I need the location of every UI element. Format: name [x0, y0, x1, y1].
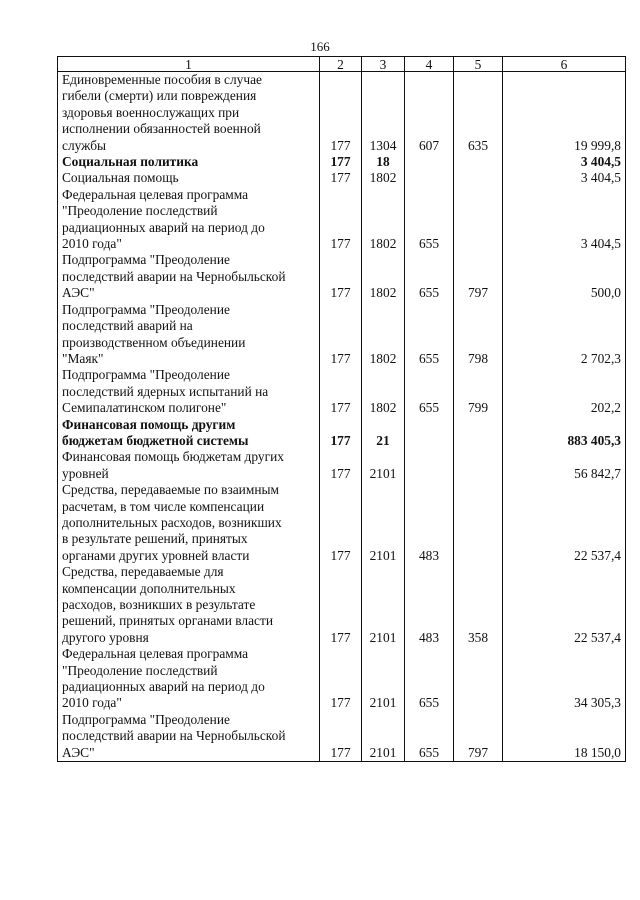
row-cell-c2: 177 [320, 154, 362, 170]
row-name-line: Подпрограмма "Преодоление [62, 367, 230, 383]
row-name-line: последствий аварии на Чернобыльской [62, 268, 286, 284]
header-row [58, 57, 626, 72]
row-name-line: исполнении обязанностей военной [62, 121, 261, 137]
row-name-line: Средства, передаваемые по взаимным [62, 482, 279, 498]
row-cell-c4: 655 [405, 187, 454, 253]
row-cell-c6: 22 537,4 [503, 482, 626, 564]
column-header-1: 1 [58, 57, 320, 72]
table-row [58, 170, 626, 186]
row-cell-c5 [454, 417, 503, 450]
budget-table [57, 56, 626, 762]
table-row [58, 646, 626, 712]
row-cell-c4: 655 [405, 302, 454, 368]
row-cell-c3: 1802 [362, 187, 405, 253]
row-cell-c5 [454, 482, 503, 564]
row-cell-c2: 177 [320, 187, 362, 253]
row-name-line: Средства, передаваемые для [62, 564, 224, 580]
table-row [58, 482, 626, 564]
row-cell-c5: 358 [454, 564, 503, 646]
row-cell-c4: 655 [405, 646, 454, 712]
row-cell-c3: 21 [362, 417, 405, 450]
row-name-line: Финансовая помощь бюджетам других [62, 449, 284, 465]
row-cell-c2: 177 [320, 417, 362, 450]
row-name-line: Подпрограмма "Преодоление [62, 301, 230, 317]
row-cell-c2: 177 [320, 170, 362, 186]
row-cell-c4: 655 [405, 367, 454, 416]
row-cell-c5 [454, 154, 503, 170]
row-cell-c3: 2101 [362, 449, 405, 482]
row-name-cell [58, 72, 320, 155]
row-name-line: здоровья военнослужащих при [62, 104, 240, 120]
row-cell-c2: 177 [320, 72, 362, 155]
row-cell-c6: 3 404,5 [503, 170, 626, 186]
row-name-line: службы [62, 137, 107, 153]
row-name-line: Подпрограмма "Преодоление [62, 711, 230, 727]
row-name-line: 2010 года" [62, 236, 122, 252]
row-name-line: уровней [62, 465, 109, 481]
table-row [58, 187, 626, 253]
table-row [58, 564, 626, 646]
table-row [58, 417, 626, 450]
row-cell-c6: 34 305,3 [503, 646, 626, 712]
table-row [58, 367, 626, 416]
row-name-line: Социальная помощь [62, 170, 179, 186]
row-cell-c6: 3 404,5 [503, 187, 626, 253]
row-cell-c2: 177 [320, 449, 362, 482]
row-cell-c3: 18 [362, 154, 405, 170]
row-name-line: расходов, возникших в результате [62, 597, 256, 612]
row-cell-c5: 635 [454, 72, 503, 155]
row-name-line: "Маяк" [62, 350, 104, 366]
row-cell-c4: 483 [405, 482, 454, 564]
row-cell-c3: 2101 [362, 712, 405, 762]
row-cell-c4 [405, 154, 454, 170]
row-cell-c2: 177 [320, 482, 362, 564]
row-name-line: компенсации дополнительных [62, 580, 236, 596]
row-name-cell [58, 302, 320, 368]
table-row [58, 72, 626, 155]
row-name-line: радиационных аварий на период до [62, 219, 265, 235]
row-cell-c2: 177 [320, 252, 362, 301]
table-row [58, 252, 626, 301]
row-cell-c6: 19 999,8 [503, 72, 626, 155]
row-cell-c3: 1802 [362, 170, 405, 186]
row-cell-c2: 177 [320, 302, 362, 368]
row-cell-c5 [454, 449, 503, 482]
row-name-line: 2010 года" [62, 695, 122, 711]
row-name-line: другого уровня [62, 629, 149, 645]
column-header-5: 5 [454, 57, 503, 72]
row-cell-c6: 18 150,0 [503, 712, 626, 762]
column-header-3: 3 [362, 57, 405, 72]
row-name-line: Федеральная целевая программа [62, 646, 249, 662]
row-cell-c4: 483 [405, 564, 454, 646]
row-name-line: "Преодоление последствий [62, 203, 218, 219]
row-name-line: АЭС" [62, 285, 95, 301]
row-cell-c6: 202,2 [503, 367, 626, 416]
row-cell-c2: 177 [320, 564, 362, 646]
row-cell-c5 [454, 170, 503, 186]
row-cell-c2: 177 [320, 367, 362, 416]
row-name-line: последствий аварии на Чернобыльской [62, 728, 286, 744]
row-name-cell [58, 564, 320, 646]
row-cell-c5 [454, 187, 503, 253]
table-row [58, 449, 626, 482]
row-name-cell [58, 252, 320, 301]
row-name-cell [58, 712, 320, 762]
row-cell-c5: 797 [454, 712, 503, 762]
row-name-line: Федеральная целевая программа [62, 186, 249, 202]
row-cell-c6: 883 405,3 [503, 417, 626, 450]
row-cell-c3: 1802 [362, 252, 405, 301]
row-name-line: Подпрограмма "Преодоление [62, 252, 230, 268]
table-row [58, 154, 626, 170]
row-cell-c5: 799 [454, 367, 503, 416]
row-name-line: гибели (смерти) или повреждения [62, 88, 257, 104]
row-cell-c5 [454, 646, 503, 712]
row-name-line: Семипалатинском полигоне" [62, 400, 227, 416]
row-cell-c6: 500,0 [503, 252, 626, 301]
row-name-line: "Преодоление последствий [62, 662, 218, 678]
row-name-cell [58, 646, 320, 712]
row-cell-c3: 1304 [362, 72, 405, 155]
row-name-line: расчетам, в том числе компенсации [62, 498, 265, 514]
row-cell-c5: 798 [454, 302, 503, 368]
row-name-cell [58, 482, 320, 564]
row-name-line: Социальная политика [62, 154, 199, 170]
table-row [58, 302, 626, 368]
row-cell-c4: 655 [405, 712, 454, 762]
row-cell-c6: 2 702,3 [503, 302, 626, 368]
row-cell-c2: 177 [320, 712, 362, 762]
row-cell-c5: 797 [454, 252, 503, 301]
row-name-line: дополнительных расходов, возникших [62, 514, 282, 530]
row-cell-c2: 177 [320, 646, 362, 712]
row-name-cell [58, 367, 320, 416]
row-cell-c3: 2101 [362, 646, 405, 712]
row-cell-c3: 2101 [362, 564, 405, 646]
row-cell-c4 [405, 170, 454, 186]
row-cell-c4 [405, 417, 454, 450]
row-cell-c3: 2101 [362, 482, 405, 564]
row-name-line: решений, принятых органами власти [62, 613, 273, 629]
row-name-line: производственном объединении [62, 334, 246, 350]
column-header-6: 6 [503, 57, 626, 72]
table-row [58, 712, 626, 762]
row-name-line: последствий аварий на [62, 318, 193, 334]
row-cell-c6: 56 842,7 [503, 449, 626, 482]
column-header-4: 4 [405, 57, 454, 72]
row-name-line: АЭС" [62, 744, 95, 760]
row-name-cell [58, 449, 320, 482]
row-name-line: Финансовая помощь другим [62, 416, 236, 432]
row-name-cell [58, 187, 320, 253]
row-name-line: бюджетам бюджетной системы [62, 432, 249, 448]
row-cell-c3: 1802 [362, 367, 405, 416]
row-name-line: в результате решений, принятых [62, 531, 248, 547]
row-name-line: последствий ядерных испытаний на [62, 383, 269, 399]
row-name-cell [58, 170, 320, 186]
row-name-cell [58, 417, 320, 450]
row-name-line: Единовременные пособия в случае [62, 72, 262, 87]
row-name-line: радиационных аварий на период до [62, 679, 265, 695]
row-cell-c6: 3 404,5 [503, 154, 626, 170]
column-header-2: 2 [320, 57, 362, 72]
row-cell-c4: 655 [405, 252, 454, 301]
row-name-cell [58, 154, 320, 170]
row-cell-c6: 22 537,4 [503, 564, 626, 646]
page-number: 166 [310, 39, 330, 54]
row-cell-c3: 1802 [362, 302, 405, 368]
row-name-line: органами других уровней власти [62, 547, 250, 563]
row-cell-c4 [405, 449, 454, 482]
row-cell-c4: 607 [405, 72, 454, 155]
